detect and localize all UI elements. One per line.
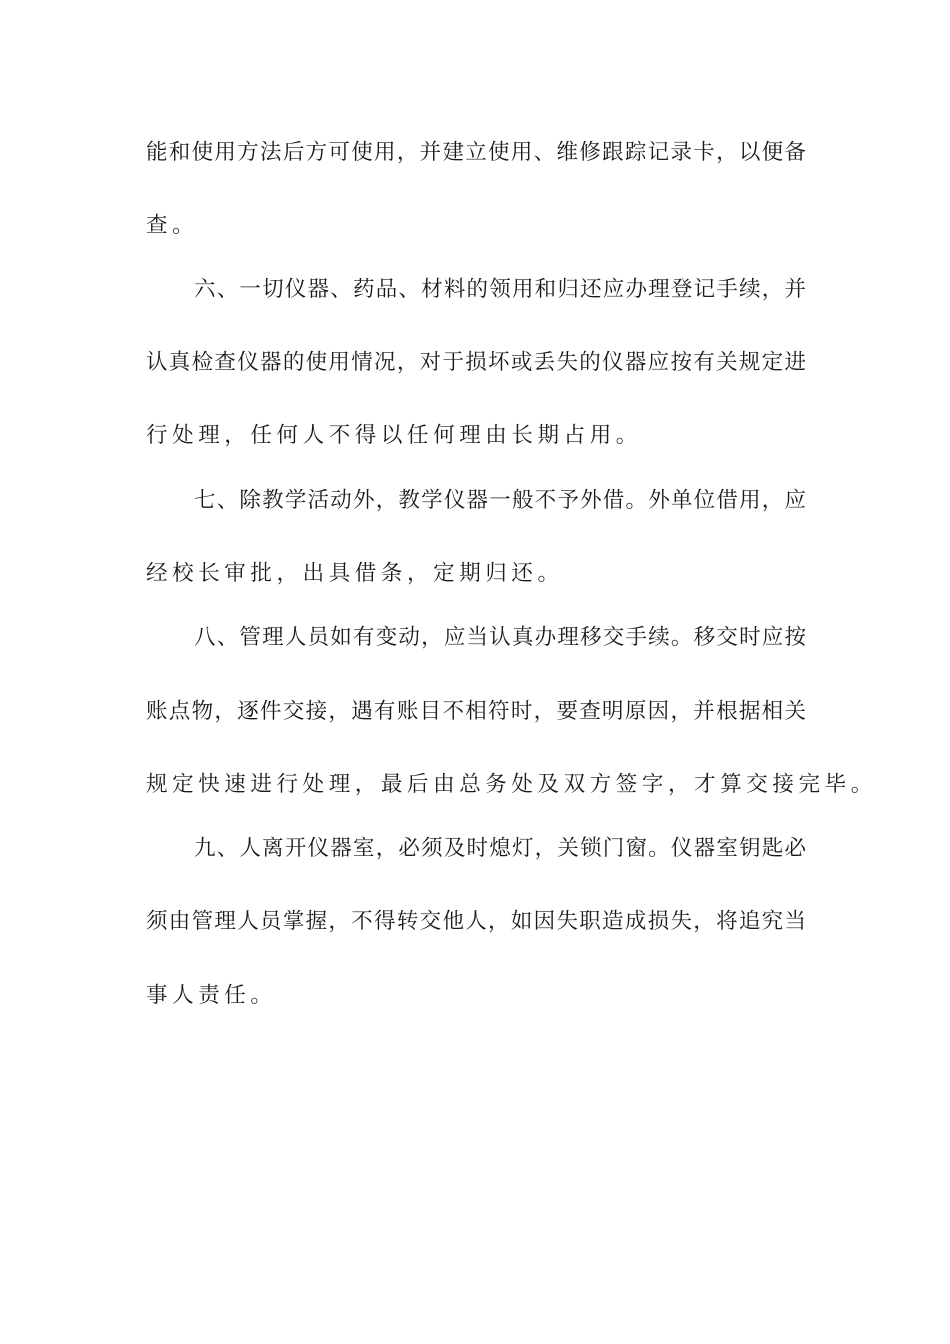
text-line: 账点物，逐件交接，遇有账目不相符时，要查明原因，并根据相关 <box>146 699 806 724</box>
text-line: 能和使用方法后方可使用，并建立使用、维修跟踪记录卡，以便备 <box>146 140 806 165</box>
text-line: 查。 <box>146 213 199 238</box>
paragraph-6-line: 六、一切仪器、药品、材料的领用和归还应办理登记手续，并 <box>194 277 806 302</box>
paragraph-7-line: 七、除教学活动外，教学仪器一般不予外借。外单位借用，应 <box>194 488 806 513</box>
text-line: 规定快速进行处理，最后由总务处及双方签字，才算交接完毕。 <box>146 772 877 797</box>
paragraph-9-line: 九、人离开仪器室，必须及时熄灯，关锁门窗。仪器室钥匙必 <box>194 836 806 861</box>
text-line: 经校长审批，出具借条，定期归还。 <box>146 561 564 586</box>
text-line: 认真检查仪器的使用情况，对于损坏或丢失的仪器应按有关规定进 <box>146 350 806 375</box>
text-line: 事人责任。 <box>146 983 277 1008</box>
text-line: 须由管理人员掌握，不得转交他人，如因失职造成损失，将追究当 <box>146 909 806 934</box>
text-line: 行处理，任何人不得以任何理由长期占用。 <box>146 423 642 448</box>
paragraph-8-line: 八、管理人员如有变动，应当认真办理移交手续。移交时应按 <box>194 625 806 650</box>
